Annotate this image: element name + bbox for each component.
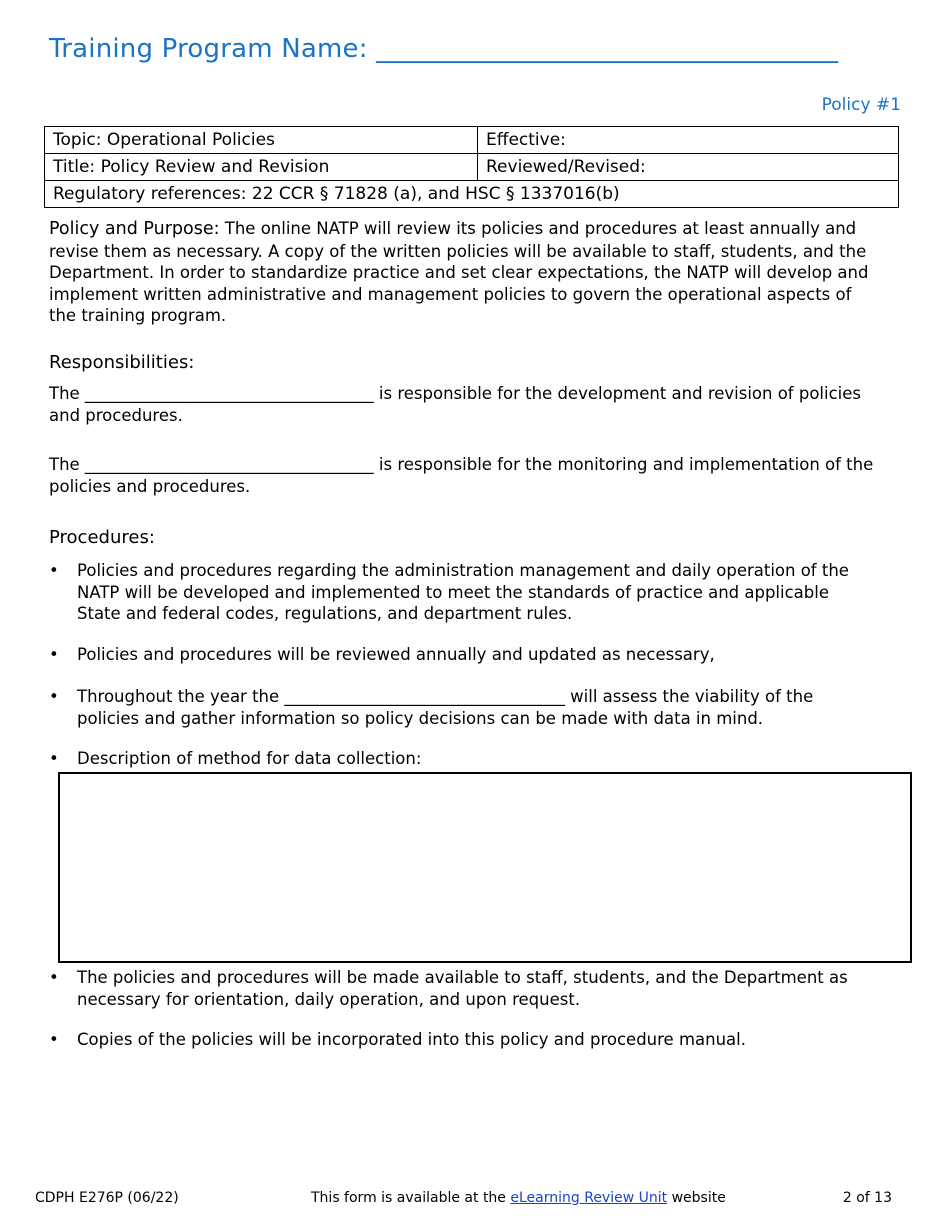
table-row	[45, 181, 899, 208]
table-row	[45, 154, 899, 181]
elearning-review-unit-link[interactable]: eLearning Review Unit	[510, 1190, 668, 1206]
procedure-text: Policies and procedures regarding the administration management and daily operation of the NATP will be developed and implemented to meet the standards of practice and applicable State and federal codes, regulations, and department rules.	[77, 561, 849, 623]
reviewed-revised-cell[interactable]: Reviewed/Revised:	[478, 154, 899, 181]
procedure-text: Throughout the year the __________________________________ will assess the viability of the policies and gather information so policy decisions can be made with data in mind.	[77, 687, 814, 728]
topic-cell: Topic: Operational Policies	[45, 127, 478, 154]
policy-info-table	[44, 126, 899, 208]
data-collection-textbox[interactable]	[58, 772, 912, 963]
form-availability	[311, 1190, 726, 1206]
policy-purpose-text: The online NATP will review its policies and procedures at least annually and revise them as necessary. A copy of the written policies will be available to staff, students, and the Department. In order to standardize practice and set clear expectations, the NATP will develop and implement written administrative and management policies to govern the operational aspects of the training program.	[49, 219, 869, 325]
form-id: CDPH E276P (06/22)	[35, 1190, 179, 1206]
table-row	[45, 127, 899, 154]
procedure-text: The policies and procedures will be made available to staff, students, and the Department as necessary for orientation, daily operation, and upon request.	[77, 968, 848, 1009]
page-title: Training Program Name: ___________________________________	[49, 34, 839, 64]
availability-prefix: This form is available at the	[311, 1190, 511, 1206]
bullet-icon: •	[49, 1030, 59, 1049]
policy-purpose	[49, 218, 879, 327]
procedures-heading: Procedures:	[49, 527, 155, 548]
policy-purpose-label: Policy and Purpose:	[49, 219, 220, 239]
procedure-text: Policies and procedures will be reviewed annually and updated as necessary,	[77, 645, 715, 664]
bullet-icon: •	[49, 687, 59, 706]
regulatory-references-cell: Regulatory references: 22 CCR § 71828 (a), and HSC § 1337016(b)	[45, 181, 899, 208]
responsibility-item: The ___________________________________ is responsible for the development and revision of policies and procedures.	[49, 384, 862, 425]
bullet-icon: •	[49, 968, 59, 987]
procedure-text: Copies of the policies will be incorporated into this policy and procedure manual.	[77, 1030, 746, 1049]
page-number: 2 of 13	[842, 1190, 892, 1206]
responsibility-item: The ___________________________________ is responsible for the monitoring and implementation of the policies and procedures.	[49, 455, 874, 496]
bullet-icon: •	[49, 561, 59, 580]
procedure-text: Description of method for data collection:	[77, 749, 422, 768]
bullet-icon: •	[49, 749, 59, 768]
bullet-icon: •	[49, 645, 59, 664]
title-cell: Title: Policy Review and Revision	[45, 154, 478, 181]
responsibilities-heading: Responsibilities:	[49, 352, 195, 373]
effective-cell[interactable]: Effective:	[478, 127, 899, 154]
availability-suffix: website	[667, 1190, 726, 1206]
policy-number: Policy #1	[821, 95, 901, 115]
